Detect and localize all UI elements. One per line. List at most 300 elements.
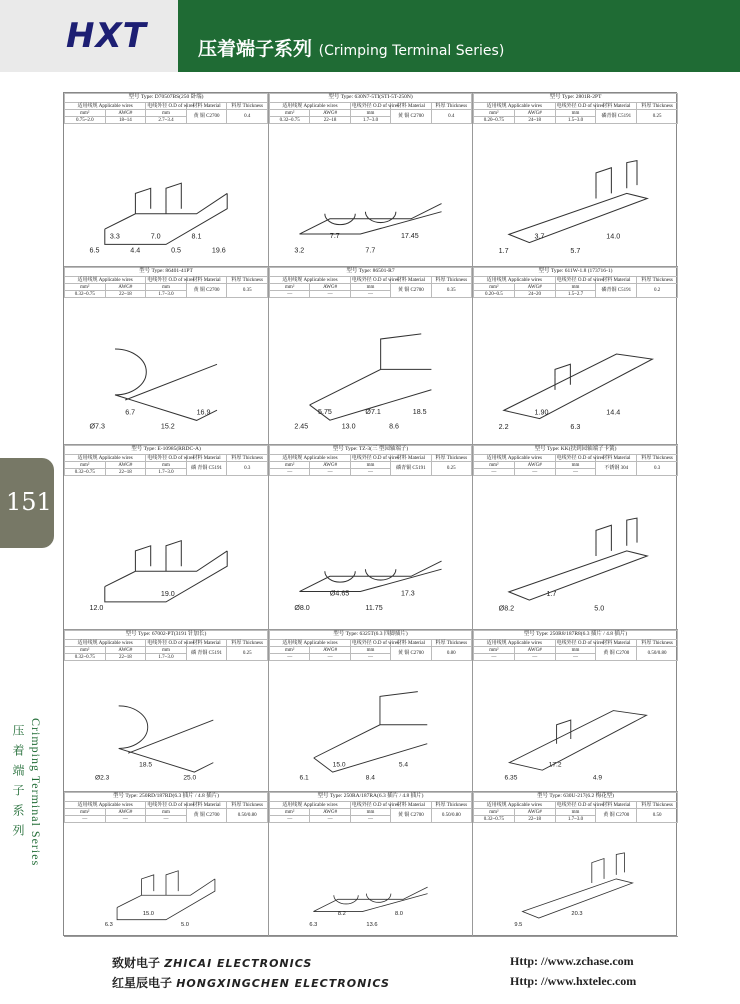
mm2-value: 0.32~0.75 [65,291,106,298]
terminal-drawing [64,305,268,444]
mm2-value: — [474,654,515,661]
material-value: 黄 铜 C2700 [391,809,431,823]
label-od: 电线外径 O.D of wires [556,277,604,283]
product-cell [269,792,473,937]
material-value: 磷 青铜 C5191 [186,462,227,476]
terminal-outline [509,518,647,600]
product-type: 型号 Type: 6325T(6.3 四脚插片) [270,631,472,640]
terminal-svg [64,483,268,629]
product-type: 型号 Type: 67002-PT(3191 针加长) [65,631,268,640]
terminal-drawing [473,483,678,629]
label-awg: AWG# [105,809,146,816]
awg-value: 22~18 [105,291,146,298]
awg-value: 18~14 [105,117,146,124]
label-od: 电线外径 O.D of wires [556,103,604,109]
page-number: 151 [6,488,52,516]
product-type: 型号 Type: 630U-217(6.2 梅花型) [474,793,678,802]
product-type: 型号 Type: 250RD/187RD(6.3 插片 / 4.8 插片) [65,793,268,802]
product-cell [269,630,473,792]
footer-url-1[interactable]: Http: //www.zchase.com [510,954,634,968]
spec-table [269,792,472,823]
label-od: 电线外径 O.D of wires [556,455,604,461]
product-cell [473,267,678,445]
spec-table [473,630,678,661]
label-mm2: mm² [270,647,310,654]
mm2-value: — [270,816,310,823]
label-awg: AWG# [310,110,350,117]
material-value: 磷青铜 C5191 [596,284,637,298]
label-material: 材料 Material [186,103,227,110]
dimension-label: 6.35 [504,774,518,782]
label-mm2: mm² [270,110,310,117]
footer-url-2[interactable]: Http: //www.hxtelec.com [510,974,637,988]
product-type: 型号 Type: 2801R-2PT [474,94,678,103]
label-material: 材料 Material [596,455,637,462]
label-thickness: 料厚 Thickness [431,455,471,462]
label-thickness: 料厚 Thickness [431,277,471,284]
label-wires: 适用线规 Applicable wires [65,802,146,809]
dimension-label: 0.5 [171,246,182,255]
label-mm: mm [350,284,390,291]
label-awg: AWG# [514,647,555,654]
material-value: 黄 铜 C2700 [391,110,431,124]
mm2-value: 0.32~0.75 [270,117,310,124]
dimension-label: Ø2.3 [95,774,110,782]
terminal-svg [473,668,678,791]
label-mm2: mm² [65,647,106,654]
label-mm: mm [146,110,187,117]
terminal-drawing [269,668,472,791]
label-mm: mm [555,809,596,816]
dimension-label: 17.45 [400,232,419,241]
footer [0,948,740,1004]
thickness-value: 0.25 [431,462,471,476]
terminal-svg [64,668,268,791]
terminal-svg [269,305,472,444]
terminal-svg [269,483,472,629]
label-material: 材料 Material [186,802,227,809]
company2-cn: 红星辰电子 [112,976,173,990]
material-value: 黄 铜 C2700 [391,284,431,298]
company2-en: HONGXINGCHEN ELECTRONICS [176,977,390,990]
spec-table [269,630,472,661]
dimension-label: 6.1 [299,774,309,782]
awg-value: — [310,469,350,476]
material-value: 磷青铜 C5191 [391,462,431,476]
material-value: 黄 铜 C2700 [186,809,227,823]
product-cell [473,93,678,267]
dimension-label: 11.75 [365,603,383,612]
dimension-label: 15.0 [332,761,346,769]
terminal-outline [299,204,441,234]
product-cell [64,93,269,267]
dimension-label: 5.7 [570,246,581,255]
label-wires: 适用线规 Applicable wires [474,802,556,809]
terminal-outline [105,183,227,244]
label-awg: AWG# [105,462,146,469]
label-wires: 适用线规 Applicable wires [65,103,146,110]
awg-value: — [310,654,350,661]
dimension-label: 5.0 [594,604,605,613]
title-en: (Crimping Terminal Series) [318,43,505,59]
label-wires: 适用线规 Applicable wires [474,103,556,110]
label-thickness: 料厚 Thickness [227,455,268,462]
dimension-label: 19.0 [160,589,175,598]
label-od: 电线外径 O.D of wires [147,455,195,461]
label-mm: mm [350,647,390,654]
spec-table [64,630,268,661]
thickness-value: 0.2 [637,284,678,298]
awg-value: 24~20 [514,291,555,298]
label-material: 材料 Material [391,802,431,809]
label-mm2: mm² [270,809,310,816]
dimension-label: 7.7 [329,232,340,241]
company1-cn: 致财电子 [112,956,161,970]
spec-table [473,445,678,476]
spec-table [269,445,472,476]
terminal-svg [64,830,268,936]
label-thickness: 料厚 Thickness [431,103,471,110]
terminal-svg [473,483,678,629]
terminal-outline [314,692,428,772]
label-material: 材料 Material [186,277,227,284]
terminal-drawing [64,830,268,936]
label-wires: 适用线规 Applicable wires [65,277,146,284]
label-material: 材料 Material [186,640,227,647]
awg-value: 22~18 [514,816,555,823]
label-thickness: 料厚 Thickness [431,640,471,647]
label-awg: AWG# [105,284,146,291]
od-value: 1.7~3.0 [555,816,596,823]
label-od: 电线外径 O.D of wires [351,802,399,808]
thickness-value: 0.4 [227,110,268,124]
thickness-value: 0.25 [637,110,678,124]
product-type: 型号 Type: D70507BS(250 卧端) [65,94,268,103]
dimension-label: 17.2 [548,761,562,769]
material-value: 黄 铜 C2700 [391,647,431,661]
label-thickness: 料厚 Thickness [227,103,268,110]
label-mm2: mm² [474,110,515,117]
terminal-outline [504,354,653,419]
label-thickness: 料厚 Thickness [637,455,678,462]
material-value: 黄 铜 C2700 [186,110,227,124]
dimension-label: 3.2 [294,246,305,255]
page-title [198,34,504,61]
header-logo-area [0,0,178,72]
label-mm2: mm² [474,284,515,291]
label-mm: mm [555,647,596,654]
terminal-svg [473,305,678,444]
label-mm2: mm² [474,647,515,654]
spec-table [473,267,678,298]
product-type: 型号 Type: 611W-1.8 (173716-1) [474,268,678,277]
awg-value: 22~18 [105,469,146,476]
label-awg: AWG# [310,462,350,469]
dimension-label: 14.0 [606,232,621,241]
label-mm: mm [350,462,390,469]
dimension-label: 5.75 [318,408,332,417]
terminal-svg [269,830,472,936]
dimension-label: 6.3 [104,922,113,929]
dimension-label: 1.7 [546,589,557,598]
label-wires: 适用线规 Applicable wires [474,277,556,284]
label-thickness: 料厚 Thickness [637,802,678,809]
terminal-svg [64,131,268,266]
dimension-label: 15.0 [142,910,154,917]
terminal-svg [269,668,472,791]
label-thickness: 料厚 Thickness [227,802,268,809]
label-od: 电线外径 O.D of wires [351,640,399,646]
dimension-label: 3.7 [534,232,545,241]
dimension-label: 6.3 [309,922,318,929]
label-od: 电线外径 O.D of wires [351,277,399,283]
label-wires: 适用线规 Applicable wires [65,640,146,647]
awg-value: — [105,816,146,823]
terminal-drawing [269,305,472,444]
terminal-outline [313,887,427,911]
spec-table [473,93,678,124]
dimension-label: 19.6 [211,246,226,255]
label-od: 电线外径 O.D of wires [147,103,195,109]
dimension-label: 6.5 [89,246,100,255]
label-awg: AWG# [105,110,146,117]
label-mm: mm [555,284,596,291]
od-value: 1.7~3.0 [146,654,187,661]
thickness-value: 0.50/0.80 [227,809,268,823]
mm2-value: 0.32~0.75 [65,469,106,476]
dimension-label: 8.4 [365,774,375,782]
dimension-label: 4.4 [130,246,141,255]
label-mm2: mm² [474,809,515,816]
footer-company-1 [112,954,312,971]
od-value: — [350,291,390,298]
dimension-label: 18.5 [412,408,427,417]
mm2-value: 0.20~0.75 [474,117,515,124]
thickness-value: 0.80 [431,647,471,661]
terminal-drawing [64,668,268,791]
label-mm: mm [350,809,390,816]
terminal-drawing [473,668,678,791]
spec-table [64,93,268,124]
dimension-label: 16.9 [196,408,211,417]
material-value: 磷青铜 C5191 [596,110,637,124]
product-type: 型号 Type: 250RA/187RA(6.3 插片 / 4.8 插片) [270,793,472,802]
label-mm: mm [350,110,390,117]
thickness-value: 0.25 [227,647,268,661]
product-cell [64,630,269,792]
terminal-outline [119,706,214,772]
terminal-drawing [473,830,678,936]
awg-value: — [310,816,350,823]
label-mm2: mm² [65,284,106,291]
label-od: 电线外径 O.D of wires [147,277,195,283]
label-wires: 适用线规 Applicable wires [270,640,351,647]
dimension-label: 5.0 [180,922,189,929]
terminal-drawing [269,483,472,629]
label-od: 电线外径 O.D of wires [147,640,195,646]
product-cell [269,267,473,445]
label-thickness: 料厚 Thickness [637,640,678,647]
label-thickness: 料厚 Thickness [227,640,268,647]
page-number-tab [0,458,54,548]
label-material: 材料 Material [596,802,637,809]
od-value: 1.7~3.0 [350,117,390,124]
spec-table [473,792,678,823]
label-awg: AWG# [514,284,555,291]
od-value: 1.5~2.7 [555,291,596,298]
label-thickness: 料厚 Thickness [431,802,471,809]
label-material: 材料 Material [596,277,637,284]
od-value: 1.5~3.0 [555,117,596,124]
label-od: 电线外径 O.D of wires [556,640,604,646]
dimension-label: 2.45 [294,422,309,431]
label-material: 材料 Material [391,455,431,462]
dimension-label: 13.6 [366,922,378,929]
label-awg: AWG# [514,462,555,469]
footer-company-2 [112,974,390,991]
thickness-value: 0.3 [637,462,678,476]
dimension-label: 7.7 [365,246,376,255]
product-type: 型号 Type: TZ-3(三 型园轴端子) [270,446,472,455]
dimension-label: 6.7 [125,408,136,417]
dimension-label: Ø8.2 [498,604,515,613]
terminal-drawing [269,830,472,936]
label-thickness: 料厚 Thickness [227,277,268,284]
label-wires: 适用线规 Applicable wires [65,455,146,462]
label-awg: AWG# [310,284,350,291]
label-od: 电线外径 O.D of wires [351,455,399,461]
label-mm2: mm² [270,284,310,291]
label-od: 电线外径 O.D of wires [351,103,399,109]
od-value: — [555,469,596,476]
label-awg: AWG# [310,809,350,816]
product-cell [473,630,678,792]
label-od: 电线外径 O.D of wires [147,802,195,808]
side-label-cn: 压着端子系列 [11,724,25,844]
dimension-label: 14.4 [606,408,621,417]
terminal-drawing [64,131,268,266]
thickness-value: 0.50/0.80 [431,809,471,823]
company1-en: ZHICAI ELECTRONICS [164,957,313,970]
thickness-value: 0.35 [227,284,268,298]
od-value: 1.7~3.0 [146,469,187,476]
label-wires: 适用线规 Applicable wires [270,802,351,809]
awg-value: 22~18 [310,117,350,124]
label-material: 材料 Material [596,640,637,647]
material-value: 黄 铜 C2700 [186,284,227,298]
terminal-svg [473,131,678,266]
hxt-logo: HXT [66,16,147,56]
dimension-label: 8.2 [337,910,346,917]
label-wires: 适用线规 Applicable wires [474,640,556,647]
side-label-en: Crimping Terminal Series [29,718,43,867]
dimension-label: Ø7.3 [89,422,105,431]
dimension-label: 9.5 [514,922,523,929]
mm2-value: — [270,654,310,661]
dimension-label: 8.1 [191,232,202,241]
label-thickness: 料厚 Thickness [637,277,678,284]
label-wires: 适用线规 Applicable wires [270,277,351,284]
dimension-label: Ø4.65 [329,589,350,598]
dimension-label: 8.0 [394,910,403,917]
od-value: — [350,654,390,661]
label-mm2: mm² [474,462,515,469]
od-value: — [350,816,390,823]
label-material: 材料 Material [596,103,637,110]
mm2-value: 0.75~2.0 [65,117,106,124]
awg-value: — [514,654,555,661]
terminal-outline [509,161,647,243]
awg-value: — [310,291,350,298]
material-value: 不锈钢 304 [596,462,637,476]
terminal-outline [523,853,633,918]
material-value: 磷 青铜 C5191 [186,647,227,661]
mm2-value: — [270,291,310,298]
thickness-value: 0.50 [637,809,678,823]
terminal-outline [117,871,215,920]
awg-value: — [514,469,555,476]
mm2-value: — [270,469,310,476]
thickness-value: 0.3 [227,462,268,476]
terminal-svg [473,830,678,936]
label-mm: mm [146,284,187,291]
product-type: 型号 Type: 630N7-5TI(STI-5T-250N) [270,94,472,103]
product-type: 型号 Type: 86501-R7 [270,268,472,277]
dimension-label: 20.3 [571,910,583,917]
material-value: 黄 铜 C2700 [596,809,637,823]
label-mm: mm [146,809,187,816]
label-mm2: mm² [65,110,106,117]
mm2-value: 0.32~0.75 [474,816,515,823]
label-material: 材料 Material [391,640,431,647]
dimension-label: 13.0 [341,422,356,431]
awg-value: 24~18 [514,117,555,124]
dimension-label: 1.90 [534,408,549,417]
dimension-label: 1.7 [498,246,509,255]
od-value: — [555,654,596,661]
dimension-label: 25.0 [183,774,197,782]
product-cell [64,445,269,630]
product-cell [473,792,678,937]
product-type: 型号 Type: 250R8/187R8(6.3 插片 / 4.8 插片) [474,631,678,640]
dimension-label: 4.9 [592,774,603,782]
label-thickness: 料厚 Thickness [637,103,678,110]
product-cell [64,267,269,445]
dimension-label: 8.6 [389,422,399,431]
label-awg: AWG# [105,647,146,654]
terminal-drawing [269,131,472,266]
label-mm: mm [555,110,596,117]
dimension-label: Ø7.1 [365,408,381,417]
label-mm2: mm² [65,809,106,816]
dimension-label: 6.3 [570,422,581,431]
header-title-bar [178,0,740,72]
product-cell [269,93,473,267]
product-type: 型号 Type: KK(扶到园轴端子卡簧) [474,446,678,455]
label-material: 材料 Material [391,277,431,284]
label-awg: AWG# [514,809,555,816]
product-cell [64,792,269,937]
spec-table [64,267,268,298]
product-type: 型号 Type: E-10985(RRDC-A) [65,446,268,455]
mm2-value: — [65,816,106,823]
od-value: — [146,816,187,823]
od-value: 2.7~3.4 [146,117,187,124]
label-awg: AWG# [310,647,350,654]
spec-table [64,792,268,823]
terminal-drawing [64,483,268,629]
label-mm2: mm² [270,462,310,469]
